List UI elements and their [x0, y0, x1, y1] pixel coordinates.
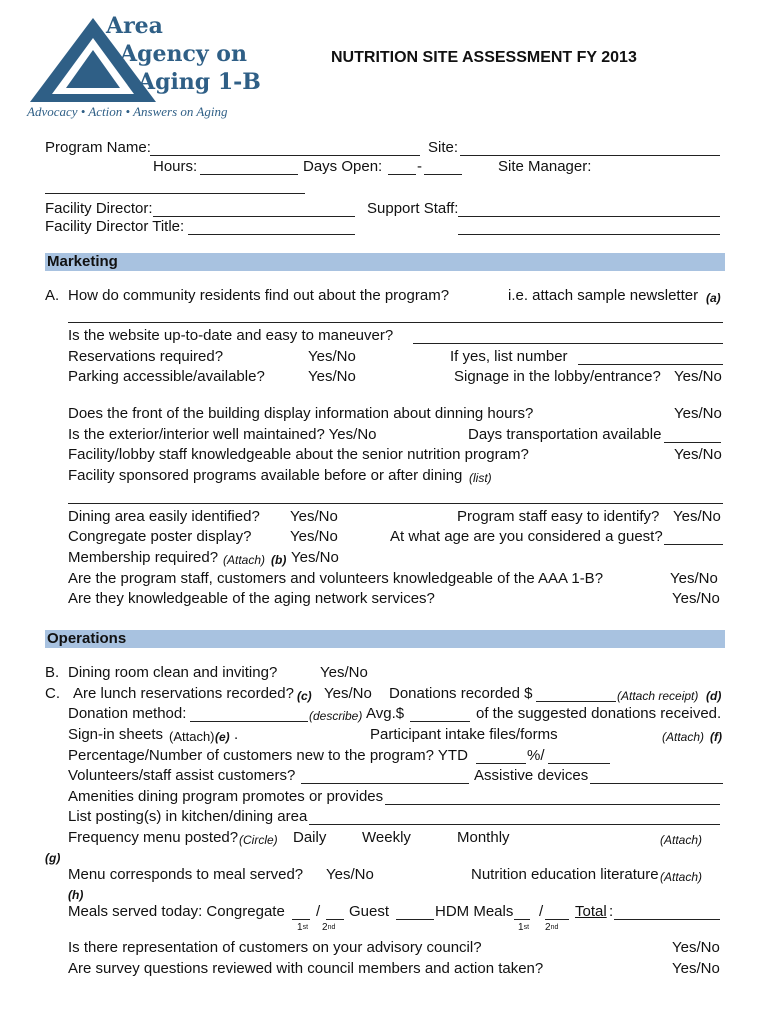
logo-line-1: Area — [106, 13, 163, 39]
congregate-2nd-caption — [322, 922, 335, 934]
hdm-1st-sup: st — [523, 924, 530, 931]
hdm-slash: / — [539, 903, 544, 920]
describe-hint: (describe) — [309, 709, 363, 723]
menu-corresponds-yes-no[interactable]: Yes/No — [326, 866, 374, 883]
front-display-question: Does the front of the building display information about dinning hours? — [68, 405, 534, 422]
donations-attach: (Attach receipt) — [617, 689, 699, 703]
circle-hint: (Circle) — [239, 833, 278, 847]
percent-sign: %/ — [527, 747, 545, 764]
frequency-question: Frequency menu posted? — [68, 829, 239, 846]
facility-director-title-label: Facility Director Title: — [45, 218, 185, 235]
donation-method-field[interactable] — [190, 721, 308, 722]
reservations-question: Reservations required? — [68, 348, 224, 365]
frequency-attach: (Attach) — [660, 833, 703, 847]
intake-tag: (f) — [710, 730, 722, 744]
network-question: Are they knowledgeable of the aging network services? — [68, 590, 435, 607]
program-staff-question: Program staff easy to identify? — [457, 508, 660, 525]
congregate-2nd-field[interactable] — [326, 919, 344, 920]
item-b-question: Dining room clean and inviting? — [68, 664, 278, 681]
h-tag: (h) — [68, 888, 84, 902]
days-open-from-field[interactable] — [388, 174, 416, 175]
hdm-2nd-caption — [545, 922, 558, 934]
poster-question: Congregate poster display? — [68, 528, 252, 545]
congregate-1st-field[interactable] — [292, 919, 310, 920]
percentage-new-question: Percentage/Number of customers new to the program? YTD — [68, 747, 468, 764]
advisory-council-question: Is there representation of customers on your advisory council? — [68, 939, 482, 956]
survey-question: Are survey questions reviewed with council members and action taken? — [68, 960, 544, 977]
congregate-1st-num: 1 — [297, 922, 303, 933]
item-a-answer-line[interactable] — [68, 322, 723, 323]
hours-label: Hours: — [153, 158, 198, 175]
item-a-label: A. — [45, 287, 60, 304]
facility-director-field[interactable] — [153, 216, 355, 217]
transportation-field[interactable] — [664, 442, 721, 443]
support-staff-field-2[interactable] — [458, 234, 720, 235]
total-field[interactable] — [614, 919, 720, 920]
hdm-1st-num: 1 — [518, 922, 524, 933]
hdm-2nd-sup: nd — [550, 924, 559, 931]
item-c-question: Are lunch reservations recorded? — [73, 685, 294, 702]
membership-yes-no[interactable]: Yes/No — [291, 549, 339, 566]
frequency-daily-option[interactable]: Daily — [293, 829, 327, 846]
congregate-slash: / — [316, 903, 321, 920]
hours-field[interactable] — [200, 174, 298, 175]
donation-method-label: Donation method: — [68, 705, 187, 722]
guest-label: Guest — [349, 903, 390, 920]
item-b-yes-no[interactable]: Yes/No — [320, 664, 368, 681]
hdm-meals-label: HDM Meals — [435, 903, 514, 920]
guest-field[interactable] — [396, 919, 434, 920]
frequency-weekly-option[interactable]: Weekly — [362, 829, 411, 846]
donations-tag: (d) — [706, 689, 722, 703]
program-staff-yes-no[interactable]: Yes/No — [673, 508, 721, 525]
ytd-number-field[interactable] — [548, 763, 610, 764]
item-c-yes-no[interactable]: Yes/No — [324, 685, 372, 702]
amenities-field[interactable] — [385, 804, 720, 805]
amenities-question: Amenities dining program promotes or provides — [68, 788, 384, 805]
item-c-tag: (c) — [297, 689, 312, 703]
avg-field[interactable] — [410, 721, 470, 722]
days-open-label: Days Open: — [303, 158, 383, 175]
intake-attach: (Attach) — [662, 730, 705, 744]
hdm-1st-caption — [518, 922, 529, 934]
parking-yes-no[interactable]: Yes/No — [308, 368, 356, 385]
item-b-label: B. — [45, 664, 60, 681]
staff-knowledge-yes-no[interactable]: Yes/No — [674, 446, 722, 463]
operations-heading: Operations — [47, 630, 127, 647]
advisory-council-yes-no[interactable]: Yes/No — [672, 939, 720, 956]
guest-age-field[interactable] — [664, 544, 723, 545]
intake-files-label: Participant intake files/forms — [370, 726, 558, 743]
facility-director-label: Facility Director: — [45, 200, 153, 217]
facility-director-title-field[interactable] — [188, 234, 355, 235]
logo-tagline: Advocacy • Action • Answers on Aging — [27, 104, 228, 119]
item-c-label: C. — [45, 685, 60, 702]
assistive-devices-label: Assistive devices — [474, 767, 589, 784]
logo-line-2: Agency on — [120, 41, 247, 67]
aaa-knowledge-yes-no[interactable]: Yes/No — [670, 570, 718, 587]
sign-in-sheets-label: Sign-in sheets — [68, 726, 164, 743]
site-field[interactable] — [460, 155, 720, 156]
signage-question: Signage in the lobby/entrance? — [454, 368, 661, 385]
item-a-hint: i.e. attach sample newsletter — [508, 287, 699, 304]
hdm-1st-field[interactable] — [514, 919, 530, 920]
congregate-1st-sup: st — [302, 924, 309, 931]
sponsored-answer-line[interactable] — [68, 503, 723, 504]
list-posting-field[interactable] — [309, 824, 720, 825]
survey-yes-no[interactable]: Yes/No — [672, 960, 720, 977]
website-answer-field[interactable] — [413, 343, 723, 344]
reservations-yes-no[interactable]: Yes/No — [308, 348, 356, 365]
hdm-2nd-num: 2 — [545, 922, 551, 933]
congregate-2nd-num: 2 — [322, 922, 328, 933]
meals-served-label: Meals served today: Congregate — [68, 903, 285, 920]
sign-in-attach: (Attach) — [169, 729, 215, 744]
sign-in-tag: (e) — [215, 730, 230, 744]
volunteers-question: Volunteers/staff assist customers? — [68, 767, 296, 784]
site-manager-label: Site Manager: — [498, 158, 592, 175]
list-number-label: If yes, list number — [450, 348, 568, 365]
site-label: Site: — [428, 139, 459, 156]
dining-area-yes-no[interactable]: Yes/No — [290, 508, 338, 525]
transportation-label: Days transportation available — [468, 426, 662, 443]
list-posting-question: List posting(s) in kitchen/dining area — [68, 808, 308, 825]
sponsored-programs-question: Facility sponsored programs available before or after dining — [68, 467, 463, 484]
signage-yes-no[interactable]: Yes/No — [674, 368, 722, 385]
parking-question: Parking accessible/available? — [68, 368, 265, 385]
sign-in-period: . — [234, 726, 239, 743]
congregate-2nd-sup: nd — [327, 924, 336, 931]
menu-corresponds-question: Menu corresponds to meal served? — [68, 866, 304, 883]
g-tag: (g) — [45, 851, 61, 865]
donations-label: Donations recorded $ — [389, 685, 533, 702]
frequency-monthly-option[interactable]: Monthly — [457, 829, 510, 846]
marketing-heading: Marketing — [47, 253, 118, 270]
assistive-devices-field[interactable] — [590, 783, 723, 784]
hdm-2nd-field[interactable] — [545, 919, 569, 920]
logo-line-3: Aging 1-B — [138, 69, 261, 95]
website-question: Is the website up-to-date and easy to maneuver? — [68, 327, 394, 344]
nutrition-attach: (Attach) — [660, 870, 703, 884]
nutrition-literature-label: Nutrition education literature — [471, 866, 659, 883]
total-colon: : — [609, 903, 614, 920]
item-a-tag: (a) — [706, 291, 721, 305]
sponsored-list-tag: (list) — [469, 471, 492, 485]
program-name-label: Program Name: — [45, 139, 151, 156]
site-manager-field[interactable] — [45, 193, 305, 194]
days-dash: - — [417, 158, 422, 175]
marketing-section-header — [45, 253, 725, 271]
guest-age-question: At what age are you considered a guest? — [390, 528, 663, 545]
front-display-yes-no[interactable]: Yes/No — [674, 405, 722, 422]
suggested-donations-text: of the suggested donations received. — [476, 705, 722, 722]
days-open-to-field[interactable] — [424, 174, 462, 175]
support-staff-label: Support Staff: — [367, 200, 459, 217]
poster-yes-no[interactable]: Yes/No — [290, 528, 338, 545]
membership-tag: (b) — [271, 553, 287, 567]
dining-area-question: Dining area easily identified? — [68, 508, 260, 525]
program-name-field[interactable] — [150, 155, 420, 156]
list-number-field[interactable] — [578, 364, 723, 365]
congregate-1st-caption — [297, 922, 308, 934]
membership-attach: (Attach) — [223, 553, 266, 567]
donations-field[interactable] — [536, 701, 616, 702]
aaa-knowledge-question: Are the program staff, customers and volunteers knowledgeable of the AAA 1-B? — [68, 570, 604, 587]
volunteers-field[interactable] — [301, 783, 469, 784]
exterior-question: Is the exterior/interior well maintained? Yes/No — [68, 426, 377, 443]
item-a-question: How do community residents find out about the program? — [68, 287, 450, 304]
support-staff-field[interactable] — [458, 216, 720, 217]
staff-knowledge-question: Facility/lobby staff knowledgeable about the senior nutrition program? — [68, 446, 529, 463]
avg-label: Avg.$ — [366, 705, 405, 722]
membership-question: Membership required? — [68, 549, 219, 566]
total-label: Total — [575, 903, 607, 920]
page-title: NUTRITION SITE ASSESSMENT FY 2013 — [331, 49, 637, 66]
ytd-percent-field[interactable] — [476, 763, 526, 764]
network-yes-no[interactable]: Yes/No — [672, 590, 720, 607]
operations-section-header — [45, 630, 725, 648]
